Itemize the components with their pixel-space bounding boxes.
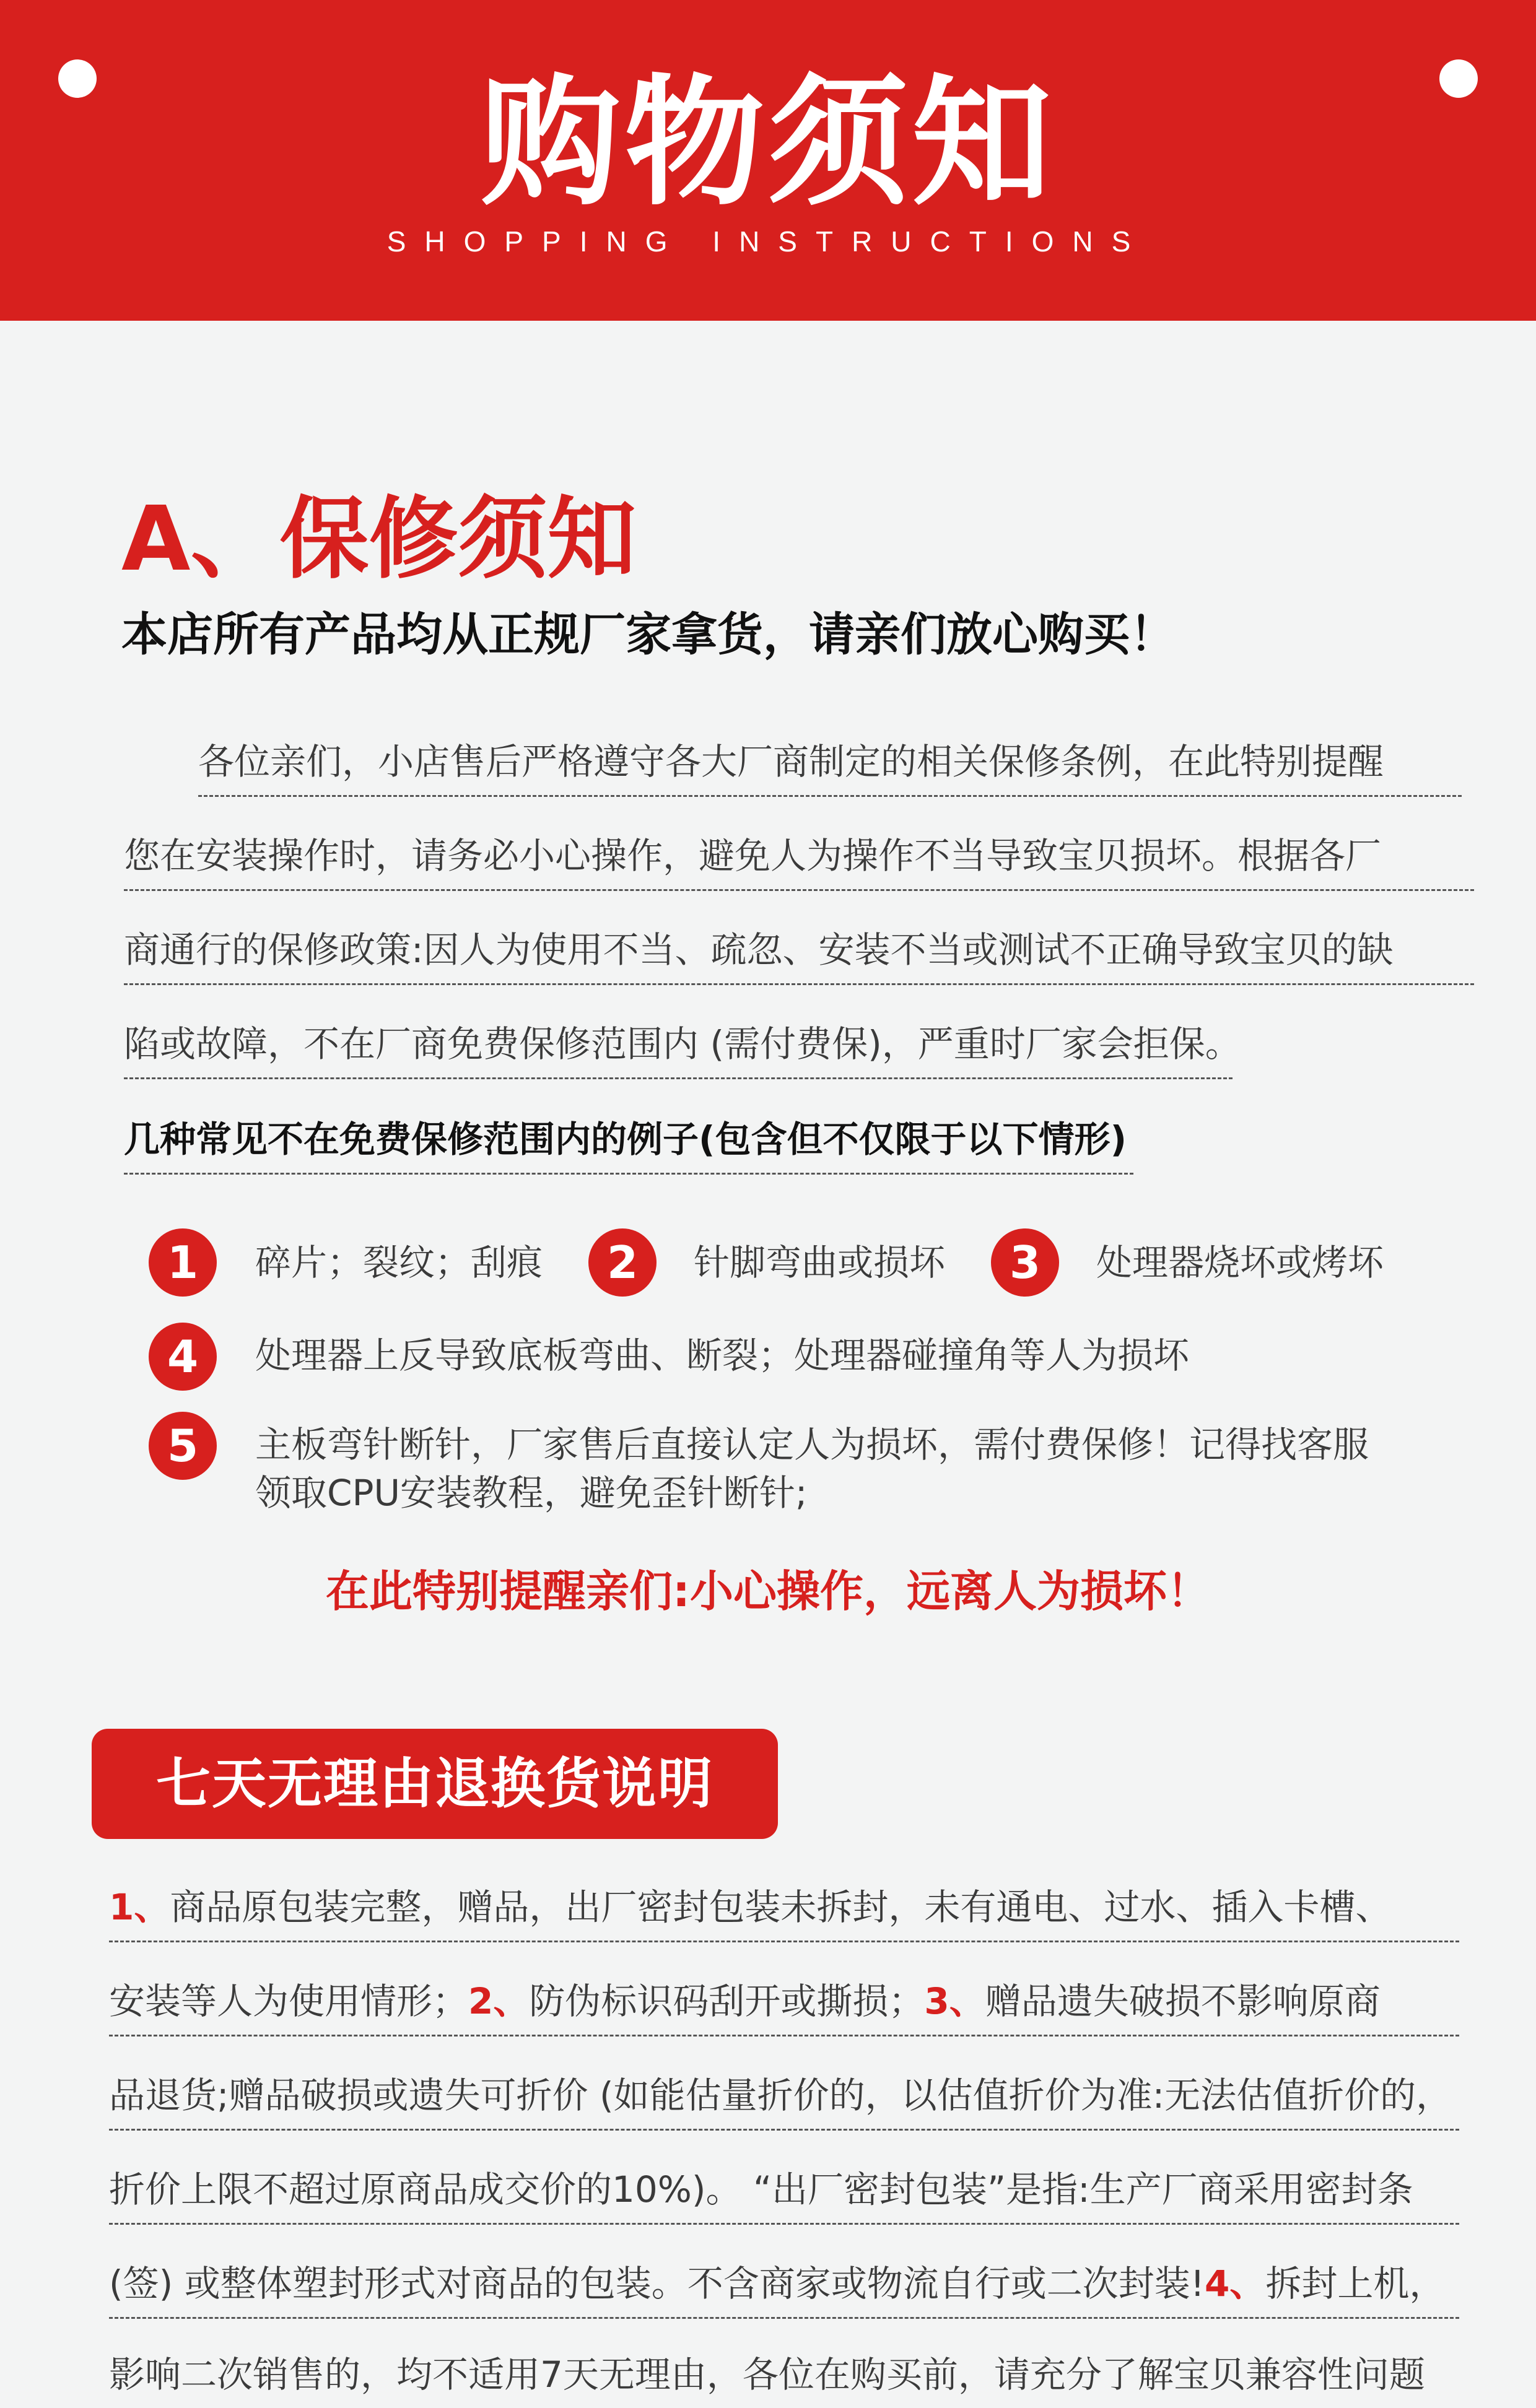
warning-text: 在此特别提醒亲们:小心操作，远离人为损坏！ [326, 1566, 1210, 1617]
number-badge-5: 5 [149, 1412, 217, 1480]
clause-text: 拆封上机， [1265, 2262, 1446, 2305]
return-policy-line [109, 2350, 1459, 2408]
number-badge-4: 4 [149, 1323, 217, 1391]
example-item-5-line-2: 领取CPU安装教程，避免歪针断针; [255, 1472, 808, 1514]
return-policy-line [109, 2165, 1459, 2225]
example-item-5-line-1: 主板弯针断针，厂家售后直接认定人为损坏，需付费保修！记得找客服 [255, 1424, 1369, 1466]
return-policy-line [109, 1882, 1459, 1942]
example-item-1: 碎片；裂纹；刮痕 [255, 1241, 543, 1284]
clause-text: 影响二次销售的，均不适用7天无理由，各位在购买前，请充分了解宝贝兼容性问题 [109, 2354, 1425, 2396]
page-subtitle: SHOPPING INSTRUCTIONS [386, 225, 1150, 258]
clause-number: 2、 [468, 1980, 530, 2022]
example-item-2: 针脚弯曲或损坏 [694, 1241, 946, 1284]
return-policy-title-badge: 七天无理由退换货说明 [92, 1729, 778, 1839]
clause-text: 品退货;赠品破损或遗失可折价 (如能估量折价的，以估值折价为准:无法估值折价的， [109, 2074, 1452, 2116]
return-policy-line [109, 2259, 1459, 2319]
warranty-section-title: A、保修须知 [121, 487, 637, 591]
clause-number: 3、 [924, 1980, 985, 2022]
number-badge-1: 1 [149, 1228, 217, 1297]
warranty-section-subtitle: 本店所有产品均从正规厂家拿货，请亲们放心购买！ [121, 608, 1176, 661]
clause-text: 防伪标识码刮开或撕损； [529, 1980, 925, 2022]
clause-text: 赠品遗失破损不影响原商 [985, 1980, 1381, 2022]
clause-text: (签) 或整体塑封形式对商品的包装。不含商家或物流自行或二次封装! [109, 2262, 1205, 2305]
clause-number: 4、 [1204, 2262, 1266, 2305]
clause-text: 商品原包装完整，赠品，出厂密封包装未拆封，未有通电、过水、插入卡槽、 [170, 1886, 1392, 1928]
example-item-4: 处理器上反导致底板弯曲、断裂；处理器碰撞角等人为损坏 [255, 1334, 1190, 1376]
example-item-3: 处理器烧坏或烤坏 [1096, 1241, 1384, 1284]
return-policy-line [109, 2071, 1459, 2131]
page-title: 购物须知 [480, 62, 1055, 225]
examples-heading: 几种常见不在免费保修范围内的例子(包含但不仅限于以下情形) [124, 1115, 1133, 1175]
clause-number: 1、 [109, 1886, 170, 1928]
warranty-paragraph-line: 陷或故障，不在厂商免费保修范围内 (需付费保)，严重时厂家会拒保。 [124, 1019, 1233, 1079]
warranty-paragraph-line: 商通行的保修政策:因人为使用不当、疏忽、安装不当或测试不正确导致宝贝的缺 [124, 925, 1474, 985]
clause-text: 安装等人为使用情形； [109, 1980, 469, 2022]
number-badge-2: 2 [588, 1228, 657, 1297]
warranty-paragraph-line: 各位亲们，小店售后严格遵守各大厂商制定的相关保修条例，在此特别提醒 [198, 737, 1462, 797]
return-policy-line [109, 1976, 1459, 2036]
number-badge-3: 3 [991, 1228, 1059, 1297]
warranty-paragraph-line: 您在安装操作时，请务必小心操作，避免人为操作不当导致宝贝损坏。根据各厂 [124, 831, 1474, 891]
header-banner [0, 0, 1536, 321]
clause-text: 折价上限不超过原商品成交价的10%)。 “出厂密封包装”是指:生产厂商采用密封条 [109, 2168, 1413, 2210]
